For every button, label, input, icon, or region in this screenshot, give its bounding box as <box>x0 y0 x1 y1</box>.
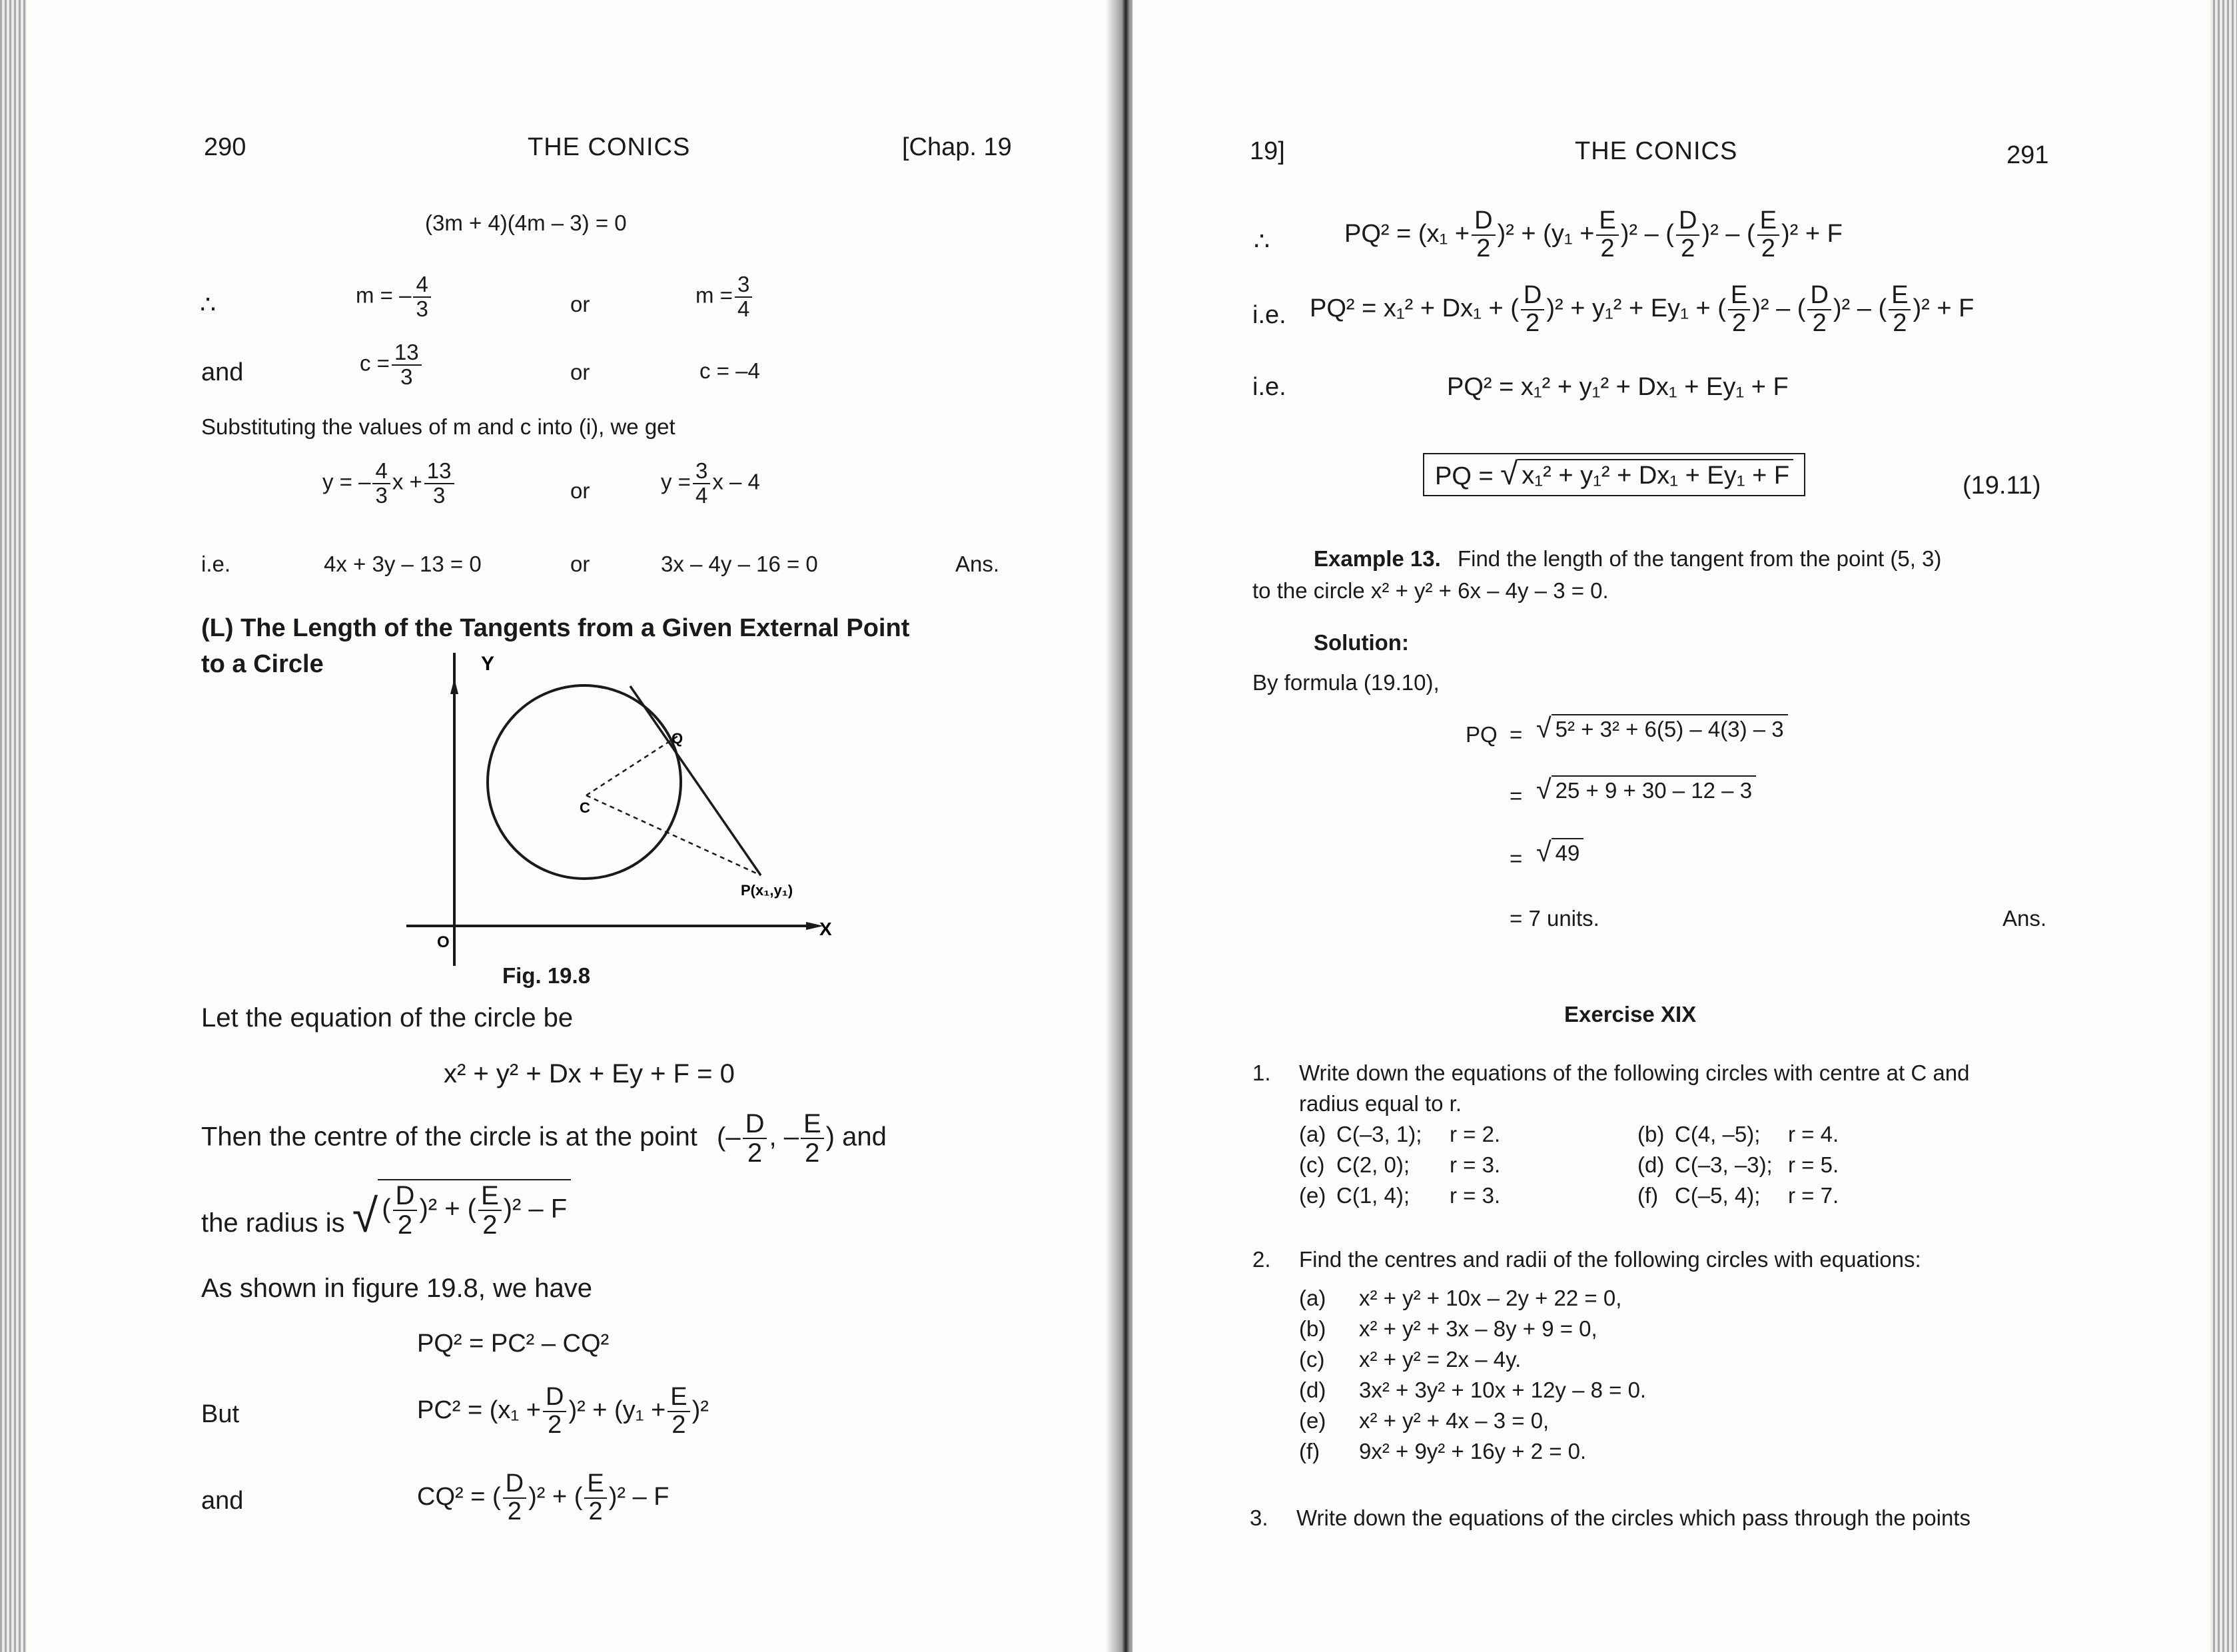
y1-num: 4 <box>372 460 390 484</box>
eq2-a: PQ² = x₁² + Dx₁ + ( <box>1310 294 1519 322</box>
eq2-2b: 2 <box>1731 308 1747 337</box>
eq2-e1: E <box>1728 282 1750 310</box>
sqrt-line-3 <box>1536 838 1583 867</box>
eq-sign: = <box>1510 722 1523 747</box>
chapter-label: [Chap. 19 <box>902 133 1012 161</box>
m1-den: 3 <box>416 296 428 321</box>
pc-d: D <box>543 1384 566 1412</box>
q1-item-r: r = 3. <box>1450 1152 1501 1177</box>
y1-den: 3 <box>375 482 388 508</box>
ie-label: i.e. <box>1252 373 1286 401</box>
centre-line <box>201 1110 887 1167</box>
radius-cq-dashed <box>586 734 681 795</box>
figure-caption: Fig. 19.8 <box>502 963 591 988</box>
radius-d: D <box>393 1182 418 1211</box>
eq2-c: )² – ( <box>1752 294 1806 322</box>
or-text: or <box>570 360 590 384</box>
y1-label: y = – <box>322 469 371 494</box>
eq1-e2: E <box>1757 208 1779 236</box>
eq1-2d: 2 <box>1761 234 1775 262</box>
boxed-radicand: x₁² + y₁² + Dx₁ + Ey₁ + F <box>1518 459 1793 490</box>
radicand-3: 49 <box>1552 838 1584 866</box>
ans-label: Ans. <box>955 552 1000 576</box>
eq2-e: )² + F <box>1913 294 1975 322</box>
radius-2a: 2 <box>397 1210 413 1240</box>
y1-den2: 3 <box>432 482 446 508</box>
q1-item-lbl: (e) <box>1299 1183 1326 1208</box>
fig-c-label: C <box>580 799 590 816</box>
eq1-d2: D <box>1676 208 1699 236</box>
fig-y-label: Y <box>481 653 495 675</box>
eq2-d2: D <box>1807 282 1831 310</box>
eq2-2d: 2 <box>1893 308 1907 337</box>
fig-q-label: Q <box>671 730 683 747</box>
section-heading: (L) The Length of the Tangents from a Given External Point <box>201 614 910 642</box>
centre-2b: 2 <box>805 1138 820 1168</box>
example-label: Example 13. <box>1314 546 1441 571</box>
cq-2b: 2 <box>588 1497 603 1525</box>
eq1-2a: 2 <box>1476 234 1491 262</box>
radius-text: the radius is <box>201 1208 345 1238</box>
circle-shape <box>488 685 681 879</box>
sqrt-icon: √ <box>1536 773 1552 805</box>
and-label: and <box>201 1487 244 1515</box>
eq1-e1: E <box>1596 208 1618 236</box>
cq-equation <box>417 1471 670 1525</box>
sqrt-icon: √ <box>1536 836 1552 867</box>
cq-mid: )² + ( <box>528 1482 583 1511</box>
eq1-e: )² + F <box>1781 219 1843 248</box>
question-1-text-cont: radius equal to r. <box>1299 1091 1462 1116</box>
q2-item-eq: x² + y² + 3x – 8y + 9 = 0, <box>1359 1316 1597 1341</box>
question-1-number: 1. <box>1252 1060 1271 1085</box>
centre-2a: 2 <box>747 1138 763 1168</box>
fig-p-label: P(x₁,y₁) <box>741 882 793 899</box>
or-text: or <box>570 552 590 576</box>
q2-item-lbl: (c) <box>1299 1347 1325 1372</box>
book-edge-right <box>2210 0 2237 1652</box>
sqrt-icon: √ <box>1500 456 1518 492</box>
y1-mid: x + <box>392 469 422 494</box>
y2-num: 3 <box>693 460 710 484</box>
y2-label: y = <box>661 469 691 494</box>
sqrt-icon: √ <box>352 1190 378 1242</box>
centre-d: D <box>743 1110 767 1139</box>
ie-label: i.e. <box>201 552 231 576</box>
centre-close: ) and <box>825 1122 887 1152</box>
q1-item-lbl: (c) <box>1299 1152 1325 1177</box>
c1-num: 13 <box>392 341 422 366</box>
q1-item-c: C(–5, 4); <box>1675 1183 1761 1208</box>
ie-label: i.e. <box>1252 301 1286 329</box>
line1-equation: 4x + 3y – 13 = 0 <box>324 552 482 576</box>
pq-equation-3: PQ² = x₁² + y₁² + Dx₁ + Ey₁ + F <box>1447 373 1789 401</box>
eq1-d: )² – ( <box>1701 219 1755 248</box>
question-2-number: 2. <box>1252 1247 1271 1272</box>
q2-item-eq: x² + y² + 10x – 2y + 22 = 0, <box>1359 1286 1622 1310</box>
cq-e: E <box>584 1471 606 1499</box>
q2-item-eq: x² + y² + 4x – 3 = 0, <box>1359 1408 1550 1433</box>
pq-equation-1 <box>1344 208 1843 262</box>
therefore-symbol: ∴ <box>200 291 217 319</box>
centre-comma: , – <box>769 1122 799 1152</box>
by-formula-text: By formula (19.10), <box>1252 670 1440 695</box>
q1-item-lbl: (f) <box>1637 1183 1659 1208</box>
pc-mid: )² + (y₁ + <box>568 1396 666 1424</box>
q1-item-c: C(1, 4); <box>1336 1183 1410 1208</box>
and-text: and <box>201 358 244 386</box>
example-text-cont: to the circle x² + y² + 6x – 4y – 3 = 0. <box>1252 578 1609 603</box>
radicand-2: 25 + 9 + 30 – 12 – 3 <box>1552 775 1756 803</box>
centre-e: E <box>801 1110 824 1139</box>
equation-number: (19.11) <box>1963 472 2041 500</box>
radius-line <box>201 1179 571 1242</box>
boxed-sqrt <box>1500 458 1793 490</box>
sqrt-line-1 <box>1536 714 1788 743</box>
or-text: or <box>570 292 590 316</box>
q1-item-c: C(–3, 1); <box>1336 1122 1422 1146</box>
result-text: = 7 units. <box>1510 906 1599 931</box>
circle-equation: x² + y² + Dx + Ey + F = 0 <box>444 1059 735 1088</box>
q2-item-eq: 9x² + 9y² + 16y + 2 = 0. <box>1359 1439 1587 1463</box>
q2-item-lbl: (e) <box>1299 1408 1326 1433</box>
q2-item-eq: x² + y² = 2x – 4y. <box>1359 1347 1522 1372</box>
y1-num2: 13 <box>424 460 454 484</box>
y2-tail: x – 4 <box>712 469 760 494</box>
q2-item-lbl: (f) <box>1299 1439 1320 1463</box>
eq-sign: = <box>1510 846 1523 871</box>
radius-sqrt: √ ( $\frac{D}{2}$ )² + ( $\frac{E}{2}$ )² – F <box>352 1179 571 1239</box>
centre-open: (– <box>717 1122 741 1152</box>
sqrt-icon: √ <box>1536 712 1552 743</box>
q1-item-lbl: (d) <box>1637 1152 1665 1177</box>
figure-19-8 <box>373 653 839 973</box>
question-2-text: Find the centres and radii of the following circles with equations: <box>1299 1247 1921 1272</box>
eq1-2c: 2 <box>1681 234 1695 262</box>
running-title: THE CONICS <box>528 133 691 161</box>
eq2-2a: 2 <box>1526 308 1540 337</box>
c1-den: 3 <box>400 364 413 389</box>
page-number: 291 <box>2007 141 2049 169</box>
line2-equation: 3x – 4y – 16 = 0 <box>661 552 818 576</box>
sqrt-line-2 <box>1536 775 1756 804</box>
or-text: or <box>570 478 590 503</box>
m1-label: m = – <box>356 282 412 308</box>
radius-e: E <box>478 1182 502 1211</box>
solution-label: Solution: <box>1314 630 1409 655</box>
eq1-c: )² – ( <box>1620 219 1674 248</box>
eq2-d: )² – ( <box>1833 294 1887 322</box>
y2-expression <box>661 460 760 507</box>
exercise-heading: Exercise XIX <box>1564 1002 1697 1027</box>
example-line <box>1314 546 1941 572</box>
pc-label: PC² = (x₁ + <box>417 1396 541 1424</box>
cq-label: CQ² = ( <box>417 1482 501 1511</box>
tangent-line <box>630 686 761 875</box>
q1-item-r: r = 5. <box>1788 1152 1839 1177</box>
centre-text: Then the centre of the circle is at the point <box>201 1122 697 1152</box>
pc-e: E <box>668 1384 689 1412</box>
shown-text: As shown in figure 19.8, we have <box>201 1274 593 1303</box>
q1-item-r: r = 2. <box>1450 1122 1501 1146</box>
y1-expression <box>322 460 456 507</box>
let-equation-text: Let the equation of the circle be <box>201 1003 574 1032</box>
pc-end: )² <box>691 1396 709 1424</box>
m1-expression <box>356 273 433 320</box>
m2-num: 3 <box>735 273 752 298</box>
chapter-label: 19] <box>1250 137 1285 165</box>
m2-expression <box>695 273 754 320</box>
y-axis-arrow-icon <box>450 678 458 694</box>
eq2-e2: E <box>1889 282 1911 310</box>
y2-den: 4 <box>695 482 708 508</box>
eq-sign: = <box>1510 783 1523 808</box>
m2-den: 4 <box>737 296 750 321</box>
q1-item-c: C(2, 0); <box>1336 1152 1410 1177</box>
but-label: But <box>201 1400 240 1428</box>
c2-expression: c = –4 <box>699 358 760 383</box>
page-number: 290 <box>204 133 246 161</box>
q1-item-lbl: (b) <box>1637 1122 1665 1146</box>
eq2-b: )² + y₁² + Ey₁ + ( <box>1546 294 1726 322</box>
q1-item-c: C(–3, –3); <box>1675 1152 1773 1177</box>
q1-item-r: r = 7. <box>1788 1183 1839 1208</box>
question-1-text: Write down the equations of the following circles with centre at C and <box>1299 1060 1970 1085</box>
substituting-text: Substituting the values of m and c into (i), we get <box>201 414 675 439</box>
q2-item-lbl: (a) <box>1299 1286 1326 1310</box>
boxed-formula <box>1423 453 1805 496</box>
m2-label: m = <box>695 282 733 308</box>
m1-num: 4 <box>413 273 430 298</box>
q1-item-r: r = 4. <box>1788 1122 1839 1146</box>
cq-d: D <box>503 1471 526 1499</box>
right-page <box>1132 0 2218 1652</box>
q2-item-lbl: (d) <box>1299 1378 1326 1402</box>
pq-pc-cq-equation: PQ² = PC² – CQ² <box>417 1330 610 1358</box>
cq-end: )² – F <box>608 1482 670 1511</box>
section-heading-cont: to a Circle <box>201 650 324 678</box>
ans-label: Ans. <box>2003 906 2047 931</box>
q1-item-c: C(4, –5); <box>1675 1122 1761 1146</box>
q2-item-eq: 3x² + 3y² + 10x + 12y – 8 = 0. <box>1359 1378 1647 1402</box>
boxed-lhs: PQ = <box>1435 462 1494 490</box>
eq1-a: PQ² = (x₁ + <box>1344 219 1470 248</box>
eq1-d1: D <box>1472 208 1495 236</box>
question-3-number: 3. <box>1250 1505 1268 1530</box>
eq1-2b: 2 <box>1600 234 1615 262</box>
example-text: Find the length of the tangent from the point (5, 3) <box>1457 546 1942 571</box>
pc-2b: 2 <box>671 1410 686 1439</box>
fig-o-label: O <box>437 933 450 951</box>
radius-end: )² – F <box>503 1194 568 1224</box>
running-title: THE CONICS <box>1575 137 1738 165</box>
c1-expression <box>360 341 424 388</box>
eq2-d1: D <box>1521 282 1544 310</box>
radius-mid: )² + ( <box>419 1194 476 1224</box>
c1-label: c = <box>360 350 390 376</box>
therefore-symbol: ∴ <box>1254 228 1270 256</box>
eq2-2c: 2 <box>1812 308 1827 337</box>
fig-x-label: X <box>819 919 832 939</box>
radius-2b: 2 <box>482 1210 498 1240</box>
radicand-1: 5² + 3² + 6(5) – 4(3) – 3 <box>1552 714 1788 742</box>
factor-equation: (3m + 4)(4m – 3) = 0 <box>425 210 627 235</box>
question-3-text: Write down the equations of the circles which pass through the points <box>1296 1505 1971 1530</box>
pq-equation-2 <box>1310 282 1974 337</box>
q1-item-lbl: (a) <box>1299 1122 1326 1146</box>
cq-2a: 2 <box>507 1497 522 1525</box>
eq1-b: )² + (y₁ + <box>1497 219 1595 248</box>
pq-label: PQ <box>1466 722 1498 747</box>
q2-item-lbl: (b) <box>1299 1316 1326 1341</box>
pc-equation <box>417 1384 709 1439</box>
pc-2a: 2 <box>548 1410 562 1439</box>
q1-item-r: r = 3. <box>1450 1183 1501 1208</box>
left-page <box>27 0 1119 1652</box>
